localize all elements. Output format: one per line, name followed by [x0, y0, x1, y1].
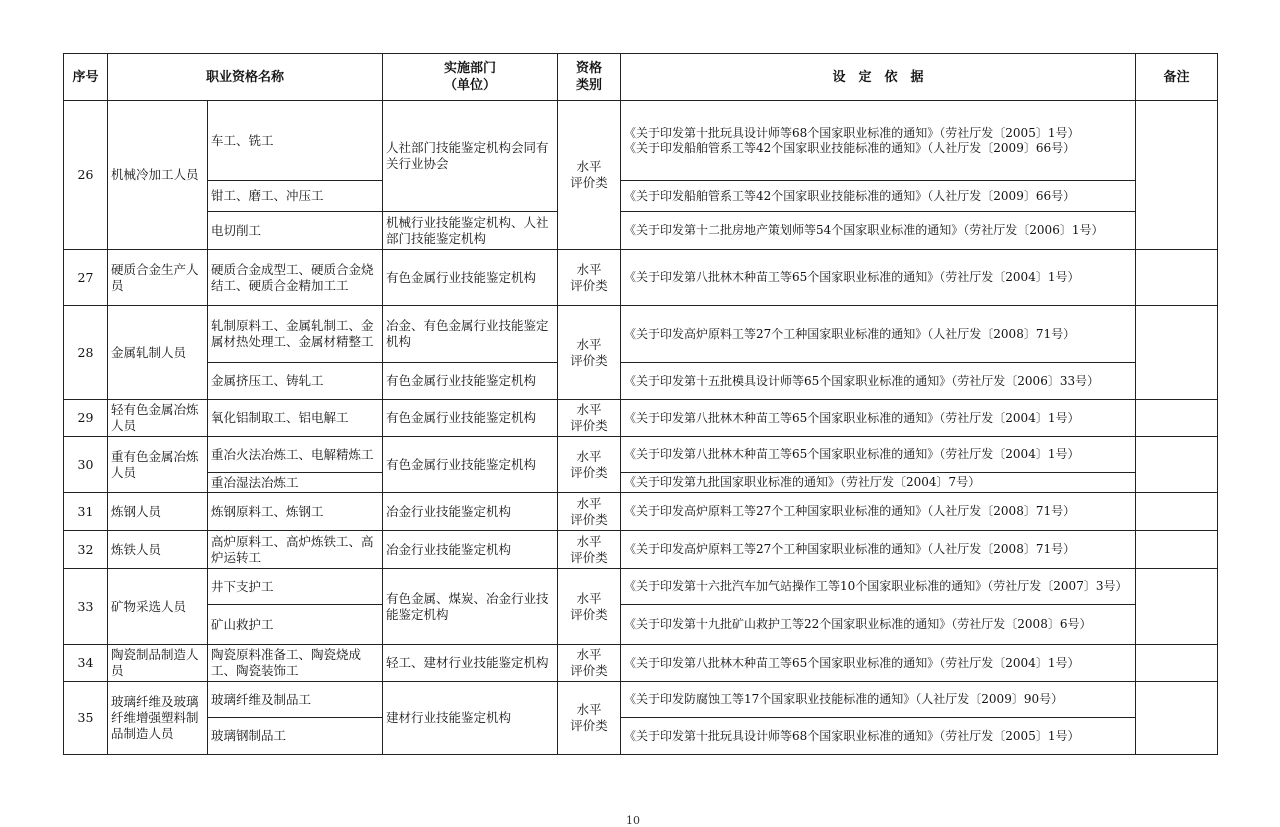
row-dept: 人社部门技能鉴定机构会同有关行业协会	[383, 101, 558, 212]
row-basis: 《关于印发第八批林木种苗工等65个国家职业标准的通知》（劳社厅发〔2004〕1号）	[621, 250, 1136, 306]
table-row	[64, 363, 1218, 400]
row-type: 水平 评价类	[558, 437, 621, 493]
row-category: 重有色金属冶炼人员	[108, 437, 208, 493]
header-dept: 实施部门 （单位）	[383, 54, 558, 101]
table-row	[64, 531, 1218, 569]
row-category: 炼钢人员	[108, 493, 208, 531]
row-note	[1136, 569, 1218, 645]
row-subcategory: 井下支护工	[208, 569, 383, 605]
row-dept: 轻工、建材行业技能鉴定机构	[383, 645, 558, 682]
row-dept: 冶金行业技能鉴定机构	[383, 531, 558, 569]
row-basis: 《关于印发防腐蚀工等17个国家职业技能标准的通知》（人社厅发〔2009〕90号）	[621, 682, 1136, 718]
row-subcategory: 矿山救护工	[208, 605, 383, 645]
row-subcategory: 炼钢原料工、炼钢工	[208, 493, 383, 531]
row-subcategory: 重冶湿法冶炼工	[208, 473, 383, 493]
table-row	[64, 605, 1218, 645]
row-number: 35	[64, 682, 108, 755]
row-dept: 建材行业技能鉴定机构	[383, 682, 558, 755]
row-basis: 《关于印发高炉原料工等27个工种国家职业标准的通知》（人社厅发〔2008〕71号）	[621, 306, 1136, 363]
row-dept: 机械行业技能鉴定机构、人社部门技能鉴定机构	[383, 212, 558, 250]
row-dept: 有色金属行业技能鉴定机构	[383, 437, 558, 493]
row-dept: 有色金属、煤炭、冶金行业技能鉴定机构	[383, 569, 558, 645]
table-row	[64, 569, 1218, 605]
header-name: 职业资格名称	[108, 54, 383, 101]
row-subcategory: 电切削工	[208, 212, 383, 250]
table-row	[64, 212, 1218, 250]
row-basis: 《关于印发第十二批房地产策划师等54个国家职业标准的通知》（劳社厅发〔2006〕1号）	[621, 212, 1136, 250]
table-row	[64, 718, 1218, 755]
row-type: 水平 评价类	[558, 400, 621, 437]
table-row	[64, 645, 1218, 682]
row-note	[1136, 645, 1218, 682]
row-note	[1136, 101, 1218, 250]
row-basis: 《关于印发船舶管系工等42个国家职业技能标准的通知》（人社厅发〔2009〕66号）	[621, 181, 1136, 212]
row-basis: 《关于印发第十九批矿山救护工等22个国家职业标准的通知》（劳社厅发〔2008〕6号）	[621, 605, 1136, 645]
table-row	[64, 101, 1218, 181]
row-number: 34	[64, 645, 108, 682]
row-basis: 《关于印发第八批林木种苗工等65个国家职业标准的通知》（劳社厅发〔2004〕1号）	[621, 400, 1136, 437]
row-basis: 《关于印发第八批林木种苗工等65个国家职业标准的通知》（劳社厅发〔2004〕1号）	[621, 645, 1136, 682]
row-basis: 《关于印发第十六批汽车加气站操作工等10个国家职业标准的通知》（劳社厅发〔2007〕3号）	[621, 569, 1136, 605]
row-category: 矿物采选人员	[108, 569, 208, 645]
row-basis: 《关于印发第十批玩具设计师等68个国家职业标准的通知》（劳社厅发〔2005〕1号） 《关于印发船舶管系工等42个国家职业技能标准的通知》（人社厅发〔2009〕66号）	[621, 101, 1136, 181]
row-type: 水平 评价类	[558, 569, 621, 645]
row-subcategory: 玻璃纤维及制品工	[208, 682, 383, 718]
table-row	[64, 306, 1218, 363]
row-note	[1136, 437, 1218, 493]
row-category: 玻璃纤维及玻璃纤维增强塑料制品制造人员	[108, 682, 208, 755]
row-subcategory: 车工、铣工	[208, 101, 383, 181]
row-note	[1136, 682, 1218, 755]
row-subcategory: 轧制原料工、金属轧制工、金属材热处理工、金属材精整工	[208, 306, 383, 363]
header-basis: 设 定 依 据	[621, 54, 1136, 101]
header-note: 备注	[1136, 54, 1218, 101]
row-number: 32	[64, 531, 108, 569]
row-type: 水平 评价类	[558, 531, 621, 569]
row-subcategory: 高炉原料工、高炉炼铁工、高炉运转工	[208, 531, 383, 569]
row-number: 26	[64, 101, 108, 250]
row-type: 水平 评价类	[558, 250, 621, 306]
row-subcategory: 氧化铝制取工、铝电解工	[208, 400, 383, 437]
table-row	[64, 181, 1218, 212]
row-subcategory: 重冶火法冶炼工、电解精炼工	[208, 437, 383, 473]
table-row	[64, 493, 1218, 531]
row-category: 轻有色金属冶炼人员	[108, 400, 208, 437]
table-row	[64, 682, 1218, 718]
table-row	[64, 250, 1218, 306]
row-number: 31	[64, 493, 108, 531]
row-type: 水平 评价类	[558, 645, 621, 682]
row-note	[1136, 493, 1218, 531]
table-row	[64, 437, 1218, 473]
row-number: 30	[64, 437, 108, 493]
row-category: 陶瓷制品制造人员	[108, 645, 208, 682]
table-row	[64, 400, 1218, 437]
qualification-table	[63, 53, 1218, 755]
row-dept: 有色金属行业技能鉴定机构	[383, 250, 558, 306]
row-subcategory: 硬质合金成型工、硬质合金烧结工、硬质合金精加工工	[208, 250, 383, 306]
row-basis: 《关于印发高炉原料工等27个工种国家职业标准的通知》（人社厅发〔2008〕71号）	[621, 493, 1136, 531]
row-note	[1136, 531, 1218, 569]
row-dept: 有色金属行业技能鉴定机构	[383, 363, 558, 400]
row-dept: 有色金属行业技能鉴定机构	[383, 400, 558, 437]
row-type: 水平 评价类	[558, 101, 621, 250]
row-basis: 《关于印发第九批国家职业标准的通知》（劳社厅发〔2004〕7号）	[621, 473, 1136, 493]
row-category: 金属轧制人员	[108, 306, 208, 400]
row-note	[1136, 250, 1218, 306]
row-basis: 《关于印发高炉原料工等27个工种国家职业标准的通知》（人社厅发〔2008〕71号）	[621, 531, 1136, 569]
row-category: 机械冷加工人员	[108, 101, 208, 250]
row-subcategory: 钳工、磨工、冲压工	[208, 181, 383, 212]
row-basis: 《关于印发第八批林木种苗工等65个国家职业标准的通知》（劳社厅发〔2004〕1号）	[621, 437, 1136, 473]
row-type: 水平 评价类	[558, 493, 621, 531]
row-number: 29	[64, 400, 108, 437]
row-type: 水平 评价类	[558, 306, 621, 400]
row-dept: 冶金、有色金属行业技能鉴定机构	[383, 306, 558, 363]
header-seq: 序号	[64, 54, 108, 101]
row-category: 炼铁人员	[108, 531, 208, 569]
header-row	[64, 54, 1218, 101]
row-number: 28	[64, 306, 108, 400]
row-note	[1136, 400, 1218, 437]
row-dept: 冶金行业技能鉴定机构	[383, 493, 558, 531]
row-basis: 《关于印发第十批玩具设计师等68个国家职业标准的通知》（劳社厅发〔2005〕1号）	[621, 718, 1136, 755]
row-subcategory: 金属挤压工、铸轧工	[208, 363, 383, 400]
page-number: 10	[626, 814, 640, 827]
row-note	[1136, 306, 1218, 400]
row-category: 硬质合金生产人员	[108, 250, 208, 306]
row-basis: 《关于印发第十五批模具设计师等65个国家职业标准的通知》（劳社厅发〔2006〕33号）	[621, 363, 1136, 400]
row-subcategory: 陶瓷原料准备工、陶瓷烧成工、陶瓷装饰工	[208, 645, 383, 682]
row-type: 水平 评价类	[558, 682, 621, 755]
row-number: 27	[64, 250, 108, 306]
row-subcategory: 玻璃钢制品工	[208, 718, 383, 755]
table-row	[64, 473, 1218, 493]
row-number: 33	[64, 569, 108, 645]
header-type: 资格 类别	[558, 54, 621, 101]
